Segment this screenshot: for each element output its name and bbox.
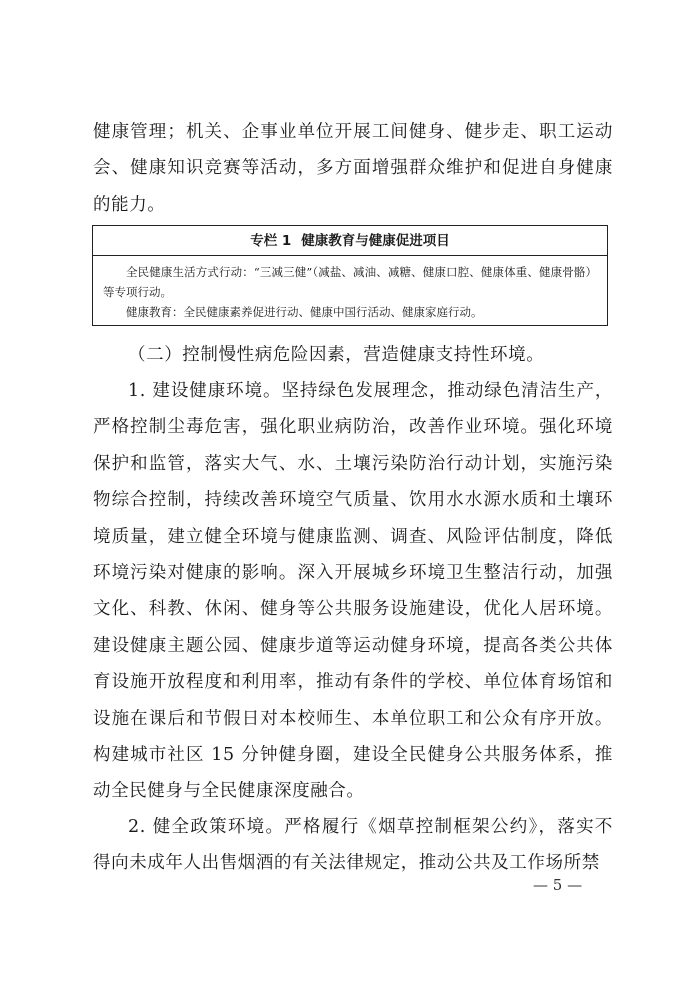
section-heading: （二）控制慢性病危险因素，营造健康支持性环境。 xyxy=(128,345,545,365)
column-box-divider xyxy=(93,255,607,256)
paragraph-continued: 健康管理；机关、企事业单位开展工间健身、健步走、职工运动会、健康知识竞赛等活动，多方面增强群众维护和促进自身健康的能力。 xyxy=(93,122,613,215)
column-box xyxy=(92,225,608,326)
column-box-title: 健康教育与健康促进项目 xyxy=(301,233,450,249)
column-box-line: 健康教育：全民健康素养促进行动、健康中国行活动、健康家庭行动。 xyxy=(126,305,483,319)
paragraph-item-1: 1. 建设健康环境。坚持绿色发展理念，推动绿色清洁生产，严格控制尘毒危害，强化职业病防治，改善作业环境。强化环境保护和监管，落实大气、水、土壤污染防治行动计划，实施污染物综合控制，持续改善环境空气质量、饮用水水源水质和土壤环境质量，建立健全环境与健康监测、调查、风险评估制度，降低环境污染对健康的影响。深入开展城乡环境卫生整洁行动，加强文化、科教、休闲、健身等公共服务设施建设，优化人居环境。建设健康主题公园、健康步道等运动健身环境，提高各类公共体育设施开放程度和利用率，推动有条件的学校、单位体育场馆和设施在课后和节假日对本校师生、本单位职工和公众有序开放。构建城市社区 15 分钟健身圈，建设全民健身公共服务体系，推动全民健身与全民健康深度融合。 xyxy=(93,381,613,802)
paragraph-item-2: 2. 健全政策环境。严格履行《烟草控制框架公约》，落实不得向未成年人出售烟酒的有关法律规定，推动公共及工作场所禁 xyxy=(93,817,613,874)
page-number: — 5 — xyxy=(533,876,583,894)
column-box-line: 全民健康生活方式行动：“三减三健”（减盐、减油、减糖、健康口腔、健康体重、健康骨骼）等专项行动。 xyxy=(103,265,597,299)
column-box-header xyxy=(93,230,607,252)
column-box-label: 专栏 1 xyxy=(250,233,292,249)
column-box-body xyxy=(103,262,597,322)
